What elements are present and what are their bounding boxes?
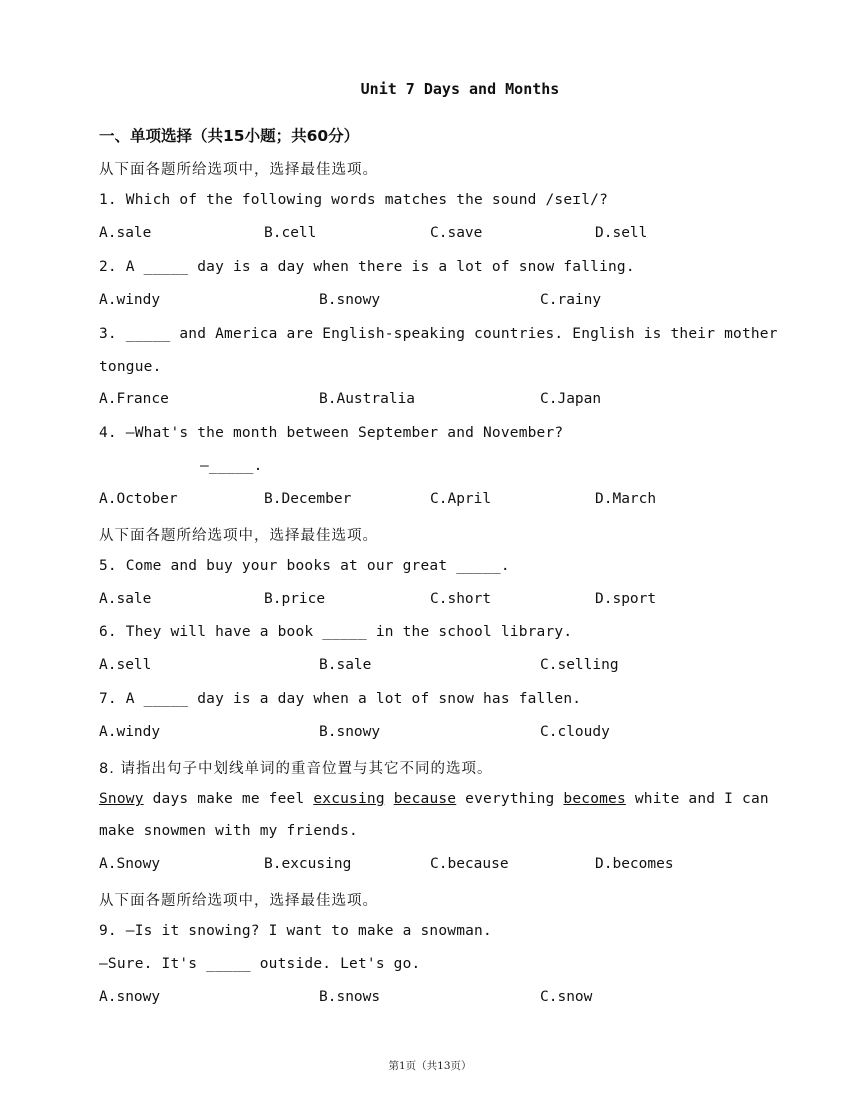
page-footer: 第1页（共13页） bbox=[388, 1060, 472, 1072]
sentence-text: days make me feel bbox=[143, 791, 314, 807]
question-6-stem: 6. They will have a book _____ in the school library. bbox=[99, 624, 573, 640]
question-1-option-a[interactable]: A.sale bbox=[99, 225, 152, 241]
underlined-word-excusing: excusing bbox=[313, 791, 385, 807]
question-5-stem: 5. Come and buy your books at our great _____. bbox=[99, 558, 510, 574]
question-7-stem: 7. A _____ day is a day when a lot of snow has fallen. bbox=[99, 691, 582, 707]
sentence-text bbox=[385, 791, 394, 807]
question-1-option-b[interactable]: B.cell bbox=[264, 225, 317, 241]
question-6-option-c[interactable]: C.selling bbox=[540, 657, 619, 673]
question-1-option-d[interactable]: D.sell bbox=[595, 225, 648, 241]
underlined-word-becomes: becomes bbox=[563, 791, 626, 807]
question-5-option-c[interactable]: C.short bbox=[430, 591, 492, 607]
question-4-option-b[interactable]: B.December bbox=[264, 491, 352, 507]
question-9-option-b[interactable]: B.snows bbox=[319, 989, 381, 1005]
question-2-option-a[interactable]: A.windy bbox=[99, 292, 161, 308]
question-8-stem: 8. 请指出句子中划线单词的重音位置与其它不同的选项。 bbox=[99, 761, 493, 777]
sentence-text: everything bbox=[456, 791, 564, 807]
underlined-word-because: because bbox=[393, 791, 457, 807]
question-9-option-c[interactable]: C.snow bbox=[540, 989, 593, 1005]
question-1-stem: 1. Which of the following words matches the sound /seɪl/? bbox=[99, 192, 608, 208]
question-2-stem: 2. A _____ day is a day when there is a lot of snow falling. bbox=[99, 259, 635, 275]
instruction-text: 从下面各题所给选项中，选择最佳选项。 bbox=[99, 162, 378, 178]
question-9-reply: —Sure. It's _____ outside. Let's go. bbox=[99, 956, 421, 972]
question-9-option-a[interactable]: A.snowy bbox=[99, 989, 161, 1005]
question-7-option-c[interactable]: C.cloudy bbox=[540, 724, 610, 740]
question-5-option-a[interactable]: A.sale bbox=[99, 591, 152, 607]
question-8-option-c[interactable]: C.because bbox=[430, 856, 509, 872]
question-9-stem: 9. —Is it snowing? I want to make a snowman. bbox=[99, 923, 492, 939]
question-8-sentence-continued: make snowmen with my friends. bbox=[99, 823, 358, 839]
question-4-option-c[interactable]: C.April bbox=[430, 491, 492, 507]
instruction-text: 从下面各题所给选项中，选择最佳选项。 bbox=[99, 528, 378, 544]
question-6-option-b[interactable]: B.sale bbox=[319, 657, 372, 673]
question-7-option-a[interactable]: A.windy bbox=[99, 724, 161, 740]
question-8-sentence bbox=[99, 791, 769, 807]
question-6-option-a[interactable]: A.sell bbox=[99, 657, 152, 673]
document-title: Unit 7 Days and Months bbox=[360, 80, 560, 98]
question-1-option-c[interactable]: C.save bbox=[430, 225, 483, 241]
question-3-option-c[interactable]: C.Japan bbox=[540, 391, 602, 407]
underlined-word-snowy: Snowy bbox=[99, 791, 144, 807]
question-3-stem-continued: tongue. bbox=[99, 359, 162, 375]
question-2-option-b[interactable]: B.snowy bbox=[319, 292, 381, 308]
question-3-option-a[interactable]: A.France bbox=[99, 391, 169, 407]
question-8-option-a[interactable]: A.Snowy bbox=[99, 856, 161, 872]
question-3-stem: 3. _____ and America are English-speaking countries. English is their mother bbox=[99, 326, 778, 342]
question-4-stem: 4. —What's the month between September and November? bbox=[99, 425, 564, 441]
question-5-option-d[interactable]: D.sport bbox=[595, 591, 657, 607]
question-7-option-b[interactable]: B.snowy bbox=[319, 724, 381, 740]
section-heading: 一、单项选择（共15小题；共60分） bbox=[99, 127, 360, 145]
question-5-option-b[interactable]: B.price bbox=[264, 591, 326, 607]
question-8-option-d[interactable]: D.becomes bbox=[595, 856, 674, 872]
question-4-option-a[interactable]: A.October bbox=[99, 491, 178, 507]
question-2-option-c[interactable]: C.rainy bbox=[540, 292, 602, 308]
question-4-option-d[interactable]: D.March bbox=[595, 491, 657, 507]
question-8-option-b[interactable]: B.excusing bbox=[264, 856, 352, 872]
instruction-text: 从下面各题所给选项中，选择最佳选项。 bbox=[99, 893, 378, 909]
sentence-text: white and I can bbox=[625, 791, 769, 807]
question-3-option-b[interactable]: B.Australia bbox=[319, 391, 416, 407]
question-4-answer-line: —_____. bbox=[200, 458, 263, 474]
